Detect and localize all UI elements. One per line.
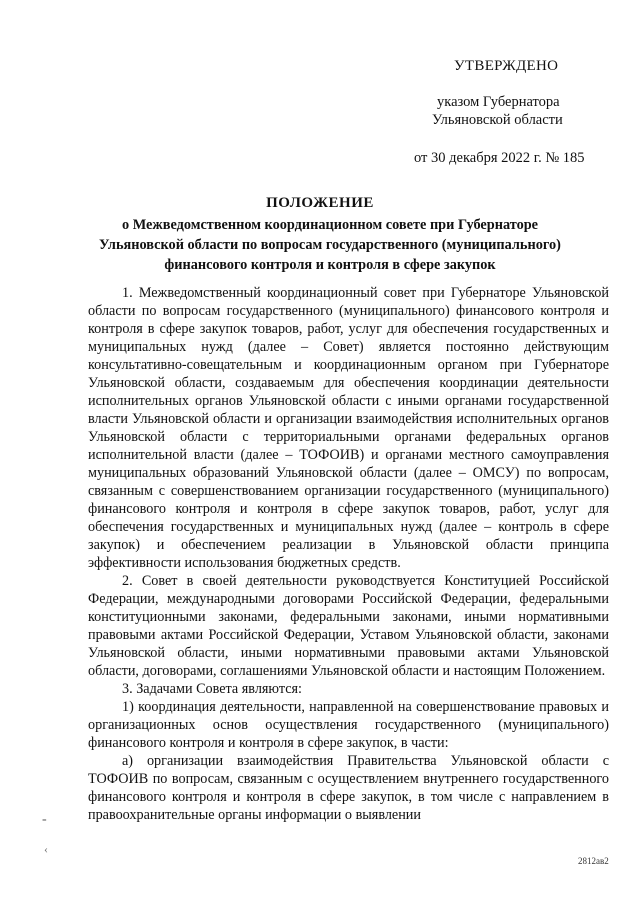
document-body (88, 284, 609, 824)
decree-date: от 30 декабря 2022 г. № 185 (414, 150, 585, 166)
margin-mark: ‹ (44, 842, 48, 856)
approval-stamp: УТВЕРЖДЕНО (454, 58, 559, 74)
document-title: ПОЛОЖЕНИЕ (266, 195, 374, 211)
decree-line-2: Ульяновской области (432, 112, 563, 128)
document-subtitle: о Межведомственном координационном совете при Губернаторе Ульяновской области по вопросам государственного (муниципального) финансового контроля и контроля в сфере закупок (99, 217, 561, 273)
paragraph-3-1: 1) координация деятельности, направленной на совершенствование правовых и организационных основ осуществления государственного (муниципального) финансового контроля и контроля в сфере закупок, в части: (88, 699, 609, 751)
decree-line-1: указом Губернатора (437, 94, 560, 110)
paragraph-1: 1. Межведомственный координационный совет при Губернаторе Ульяновской области по вопросам государственного (муниципального) финансового контроля и контроля в сфере закупок товаров, работ, услуг для обеспечения государственных и муниципальных нужд (далее – Совет) является постоянно действующим консультативно-совещательным и координационным органом при Губернаторе Ульяновской области, создаваемым для обеспечения координации деятельности исполнительных органов Ульяновской области с иными органами государственной власти Ульяновской области и организации взаимодействия исполнительных органов Ульяновской области с территориальными органами федеральных органов исполнительной власти (далее – ТОФОИВ) и органами местного самоуправления муниципальных образований Ульяновской области (далее – ОМСУ) по вопросам, связанным с совершенствованием организации государственного (муниципального) финансового контроля и контроля в сфере закупок товаров, работ, услуг для обеспечения государственных и муниципальных нужд (далее – контроль в сфере закупок) и обеспечением реализации в Ульяновской области принципа эффективности использования бюджетных средств. (88, 285, 609, 571)
paragraph-3-1-a: а) организации взаимодействия Правительства Ульяновской области с ТОФОИВ по вопросам, связанным с осуществлением внутреннего государственного финансового контроля и контроля в сфере закупок, в том числе с направлением в правоохранительные органы информации о выявлении (88, 753, 609, 823)
paragraph-2: 2. Совет в своей деятельности руководствуется Конституцией Российской Федерации, международными договорами Российской Федерации, федеральными конституционными законами, федеральными законами, иными нормативными правовыми актами Российской Федерации, Уставом Ульяновской области, законами Ульяновской области, иными нормативными правовыми актами Ульяновской области, договорами, соглашениями Ульяновской области и настоящим Положением. (88, 573, 609, 679)
paragraph-3: 3. Задачами Совета являются: (122, 681, 302, 697)
footer-code: 2812ав2 (578, 856, 609, 866)
margin-mark: - (42, 812, 47, 827)
